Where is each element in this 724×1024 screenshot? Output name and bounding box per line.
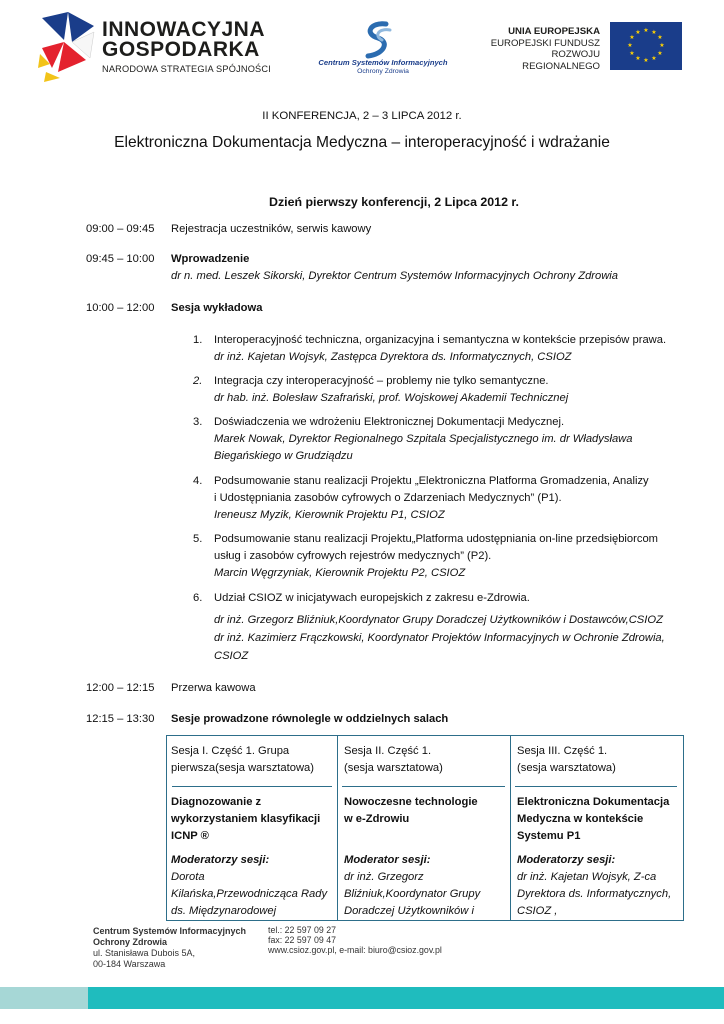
table-divider	[510, 736, 511, 921]
svg-text:★: ★	[657, 34, 663, 41]
lecture-title: Interoperacyjność techniczna, organizacyjna i semantyczna w kontekście przepisów prawa.	[214, 334, 667, 346]
svg-text:★: ★	[657, 50, 663, 57]
footer-bar-light	[0, 987, 88, 1009]
csioz-swirl-icon	[360, 20, 396, 60]
list-number: 4.	[193, 475, 203, 487]
table-cell: Sesja I. Część 1. Grupa pierwsza(sesja warsztatowa)	[171, 745, 314, 774]
lecture-title: usług i zasobów cyfrowych rejestrów medycznych” (P2).	[214, 550, 492, 562]
sessions-table	[166, 735, 684, 921]
speaker: Marek Nowak, Dyrektor Regionalnego Szpitala Specjalistycznego im. dr Władysława	[214, 433, 633, 445]
speaker: dr inż. Kajetan Wojsyk, Zastępca Dyrektora ds. Informatycznych, CSIOZ	[214, 351, 572, 363]
svg-text:★: ★	[629, 34, 635, 41]
svg-text:★: ★	[635, 29, 641, 36]
table-cell: Elektroniczna Dokumentacja Medyczna w kontekście Systemu P1	[517, 796, 670, 842]
svg-text:★: ★	[643, 27, 649, 34]
speaker: dr inż. Grzegorz Bliźniuk,Koordynator Grupy Doradczej Użytkowników i Dostawców,CSIOZ	[214, 614, 663, 626]
table-rule	[515, 786, 677, 787]
time-slot: 09:45 – 10:00	[86, 253, 155, 265]
lecture-title: Podsumowanie stanu realizacji Projektu „Elektroniczna Platforma Gromadzenia, Analizy	[214, 475, 649, 487]
agenda-item: Sesja wykładowa	[171, 302, 263, 314]
lecture-title: Udział CSIOZ w inicjatywach europejskich z zakresu e-Zdrowia.	[214, 592, 530, 604]
speaker: Biegańskiego w Grudziądzu	[214, 450, 353, 462]
page-title: Elektroniczna Dokumentacja Medyczna – interoperacyjność i wdrażanie	[114, 134, 610, 151]
footer-bar-teal	[88, 987, 724, 1009]
list-number: 5.	[193, 533, 203, 545]
lecture-title: Integracja czy interoperacyjność – problemy nie tylko semantyczne.	[214, 375, 549, 387]
eu-flag-icon	[610, 22, 682, 70]
table-cell: Moderatorzy sesji: dr inż. Kajetan Wojsyk, Z-ca Dyrektora ds. Informatycznych, CSIOZ ,	[517, 854, 672, 917]
lecture-title: Podsumowanie stanu realizacji Projektu„Platforma udostępniania on-line przedsiębiorcom	[214, 533, 659, 545]
agenda-item: Przerwa kawowa	[171, 682, 256, 694]
svg-text:★: ★	[643, 57, 649, 64]
footer-address: Centrum Systemów Informacyjnych Ochrony Zdrowia ul. Stanisława Dubois 5A, 00-184 Warszawa	[93, 926, 247, 969]
speaker: dr n. med. Leszek Sikorski, Dyrektor Centrum Systemów Informacyjnych Ochrony Zdrowia	[171, 270, 619, 282]
day-heading: Dzień pierwszy konferencji, 2 Lipca 2012 r.	[269, 195, 519, 209]
conference-line: II KONFERENCJA, 2 – 3 LIPCA 2012 r.	[262, 110, 462, 122]
time-slot: 12:00 – 12:15	[86, 682, 155, 694]
csioz-logo	[318, 20, 448, 80]
csioz-sub: Ochrony Zdrowia	[357, 68, 409, 75]
footer-contact: tel.: 22 597 09 27 fax: 22 597 09 47 www.csioz.gov.pl, e-mail: biuro@csioz.gov.pl	[268, 925, 442, 955]
svg-text:★: ★	[627, 42, 633, 49]
table-cell: Diagnozowanie z wykorzystaniem klasyfikacji ICNP ®	[171, 796, 321, 842]
svg-text:★: ★	[659, 42, 665, 49]
list-number: 2.	[193, 375, 203, 387]
table-rule	[172, 786, 332, 787]
ig-star-icon	[38, 12, 96, 82]
speaker: Ireneusz Myzik, Kierownik Projektu P1, CSIOZ	[214, 509, 445, 521]
csioz-name: Centrum Systemów Informacyjnych	[318, 58, 448, 67]
list-number: 1.	[193, 334, 203, 346]
list-number: 3.	[193, 416, 203, 428]
speaker: dr inż. Kazimierz Frączkowski, Koordynator Projektów Informacyjnych w Ochronie Zdrowia,	[214, 632, 665, 644]
lecture-title: i Udostępniania zasobów cyfrowych o Zdarzeniach Medycznych” (P1).	[214, 492, 562, 504]
list-number: 6.	[193, 592, 203, 604]
table-cell: Moderator sesji: dr inż. Grzegorz Bliźniuk,Koordynator Grupy Doradczej Użytkowników i	[344, 854, 481, 917]
table-cell: Sesja II. Część 1. (sesja warsztatowa)	[344, 745, 443, 774]
ig-title: INNOWACYJNA GOSPODARKA	[102, 18, 266, 61]
agenda-item: Wprowadzenie	[171, 253, 250, 265]
table-cell: Nowoczesne technologie w e-Zdrowiu	[344, 796, 478, 825]
time-slot: 09:00 – 09:45	[86, 223, 155, 235]
ig-subtitle: NARODOWA STRATEGIA SPÓJNOŚCI	[102, 64, 271, 74]
time-slot: 10:00 – 12:00	[86, 302, 155, 314]
table-divider	[337, 736, 338, 921]
svg-text:★: ★	[629, 50, 635, 57]
table-cell: Moderatorzy sesji: Dorota Kilańska,Przewodnicząca Rady ds. Międzynarodowej	[171, 854, 328, 917]
svg-text:★: ★	[651, 55, 657, 62]
innowacyjna-gospodarka-logo	[38, 8, 278, 84]
time-slot: 12:15 – 13:30	[86, 713, 155, 725]
ue-text: UNIA EUROPEJSKA EUROPEJSKI FUNDUSZ ROZWOJU REGIONALNEGO	[490, 26, 600, 72]
speaker: Marcin Węgrzyniak, Kierownik Projektu P2, CSIOZ	[214, 567, 466, 579]
table-cell: Sesja III. Część 1. (sesja warsztatowa)	[517, 745, 616, 774]
agenda-item: Rejestracja uczestników, serwis kawowy	[171, 223, 372, 235]
table-rule	[342, 786, 505, 787]
agenda-item: Sesje prowadzone równolegle w oddzielnych salach	[171, 713, 449, 725]
svg-text:★: ★	[651, 29, 657, 36]
lecture-title: Doświadczenia we wdrożeniu Elektronicznej Dokumentacji Medycznej.	[214, 416, 565, 428]
svg-text:★: ★	[635, 55, 641, 62]
speaker: dr hab. inż. Bolesław Szafrański, prof. Wojskowej Akademii Technicznej	[214, 392, 569, 404]
speaker: CSIOZ	[214, 650, 249, 662]
